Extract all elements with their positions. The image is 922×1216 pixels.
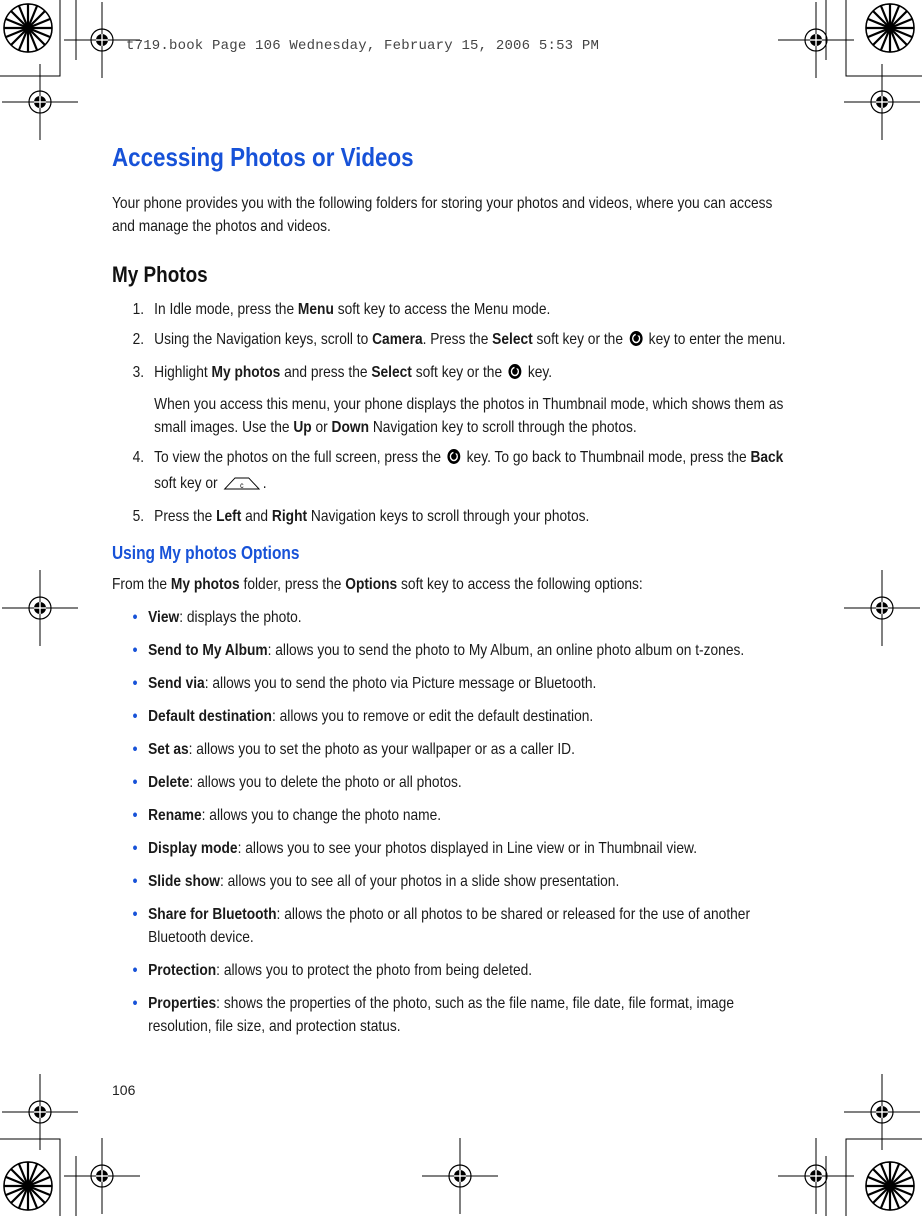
list-item: 5. Press the Left and Right Navigation keys to scroll through your photos. [132, 508, 590, 525]
bullet-icon: • [132, 675, 138, 692]
bullet-icon: • [132, 962, 138, 979]
bullet-icon: • [132, 609, 138, 626]
ok-key-icon [508, 363, 523, 387]
registration-star-icon [4, 4, 52, 52]
crosshair-icon [844, 64, 920, 140]
list-item: • View: displays the photo. [112, 606, 787, 629]
bullet-icon: • [132, 774, 138, 791]
crosshair-icon [844, 570, 920, 646]
list-item: • Display mode: allows you to see your photos displayed in Line view or in Thumbnail view. [112, 837, 787, 860]
lead-paragraph: From the My photos folder, press the Options soft key to access the following options: [112, 576, 643, 593]
list-item: 3. Highlight My photos and press the Select soft key or the key. [112, 361, 787, 387]
page-number: 106 [112, 1082, 136, 1098]
registration-star-icon [866, 1162, 914, 1210]
list-item: • Protection: allows you to protect the photo from being deleted. [112, 959, 787, 982]
crosshair-icon [778, 2, 854, 78]
intro-paragraph: Your phone provides you with the following folders for storing your photos and videos, where you can access and manage the photos and videos. [112, 195, 773, 235]
bullet-icon: • [132, 995, 138, 1012]
list-item: • Set as: allows you to set the photo as your wallpaper or as a caller ID. [112, 738, 787, 761]
list-item: • Send via: allows you to send the photo via Picture message or Bluetooth. [112, 672, 787, 695]
list-item: • Slide show: allows you to see all of your photos in a slide show presentation. [112, 870, 787, 893]
bullet-icon: • [132, 906, 138, 923]
list-item: 1. In Idle mode, press the Menu soft key to access the Menu mode. [132, 301, 551, 318]
crosshair-icon [422, 1138, 498, 1214]
crosshair-icon [2, 64, 78, 140]
list-item: 2. Using the Navigation keys, scroll to Camera. Press the Select soft key or the key to enter the menu. [112, 328, 787, 354]
steps-list [112, 298, 787, 528]
subsection-heading: Using My photos Options [112, 543, 300, 563]
page-title: Accessing Photos or Videos [112, 142, 414, 172]
bullet-icon: • [132, 741, 138, 758]
list-item: • Share for Bluetooth: allows the photo or all photos to be shared or released for the use of another Bluetooth device. [112, 903, 787, 949]
list-item: • Properties: shows the properties of the photo, such as the file name, file date, file format, image resolution, file size, and protection status. [112, 992, 787, 1038]
crosshair-icon [778, 1138, 854, 1214]
crosshair-icon [2, 570, 78, 646]
c-key-icon [223, 475, 261, 498]
bullet-icon: • [132, 807, 138, 824]
bullet-icon: • [132, 840, 138, 857]
section-heading: My Photos [112, 262, 208, 287]
bullet-icon: • [132, 873, 138, 890]
bullet-icon: • [132, 708, 138, 725]
list-item: • Rename: allows you to change the photo name. [112, 804, 787, 827]
ok-key-icon [447, 448, 462, 472]
bullet-icon: • [132, 642, 138, 659]
list-item: • Default destination: allows you to remove or edit the default destination. [112, 705, 787, 728]
ok-key-icon [629, 330, 644, 354]
page-content [112, 140, 787, 1048]
list-item: • Delete: allows you to delete the photo or all photos. [112, 771, 787, 794]
registration-star-icon [4, 1162, 52, 1210]
crosshair-icon [64, 1138, 140, 1214]
svg-text:c: c [240, 480, 244, 491]
print-header: t719.book Page 106 Wednesday, February 15, 2006 5:53 PM [126, 38, 600, 54]
registration-star-icon [866, 4, 914, 52]
list-item: 4. To view the photos on the full screen, press the key. To go back to Thumbnail mode, press the Back soft key or c . [112, 446, 787, 498]
step-note: When you access this menu, your phone displays the photos in Thumbnail mode, which shows them as small images. Use the Up or Down Navigation key to scroll through the photos. [154, 396, 784, 436]
options-list [112, 606, 787, 1038]
list-item: • Send to My Album: allows you to send the photo to My Album, an online photo album on t-zones. [112, 639, 787, 662]
